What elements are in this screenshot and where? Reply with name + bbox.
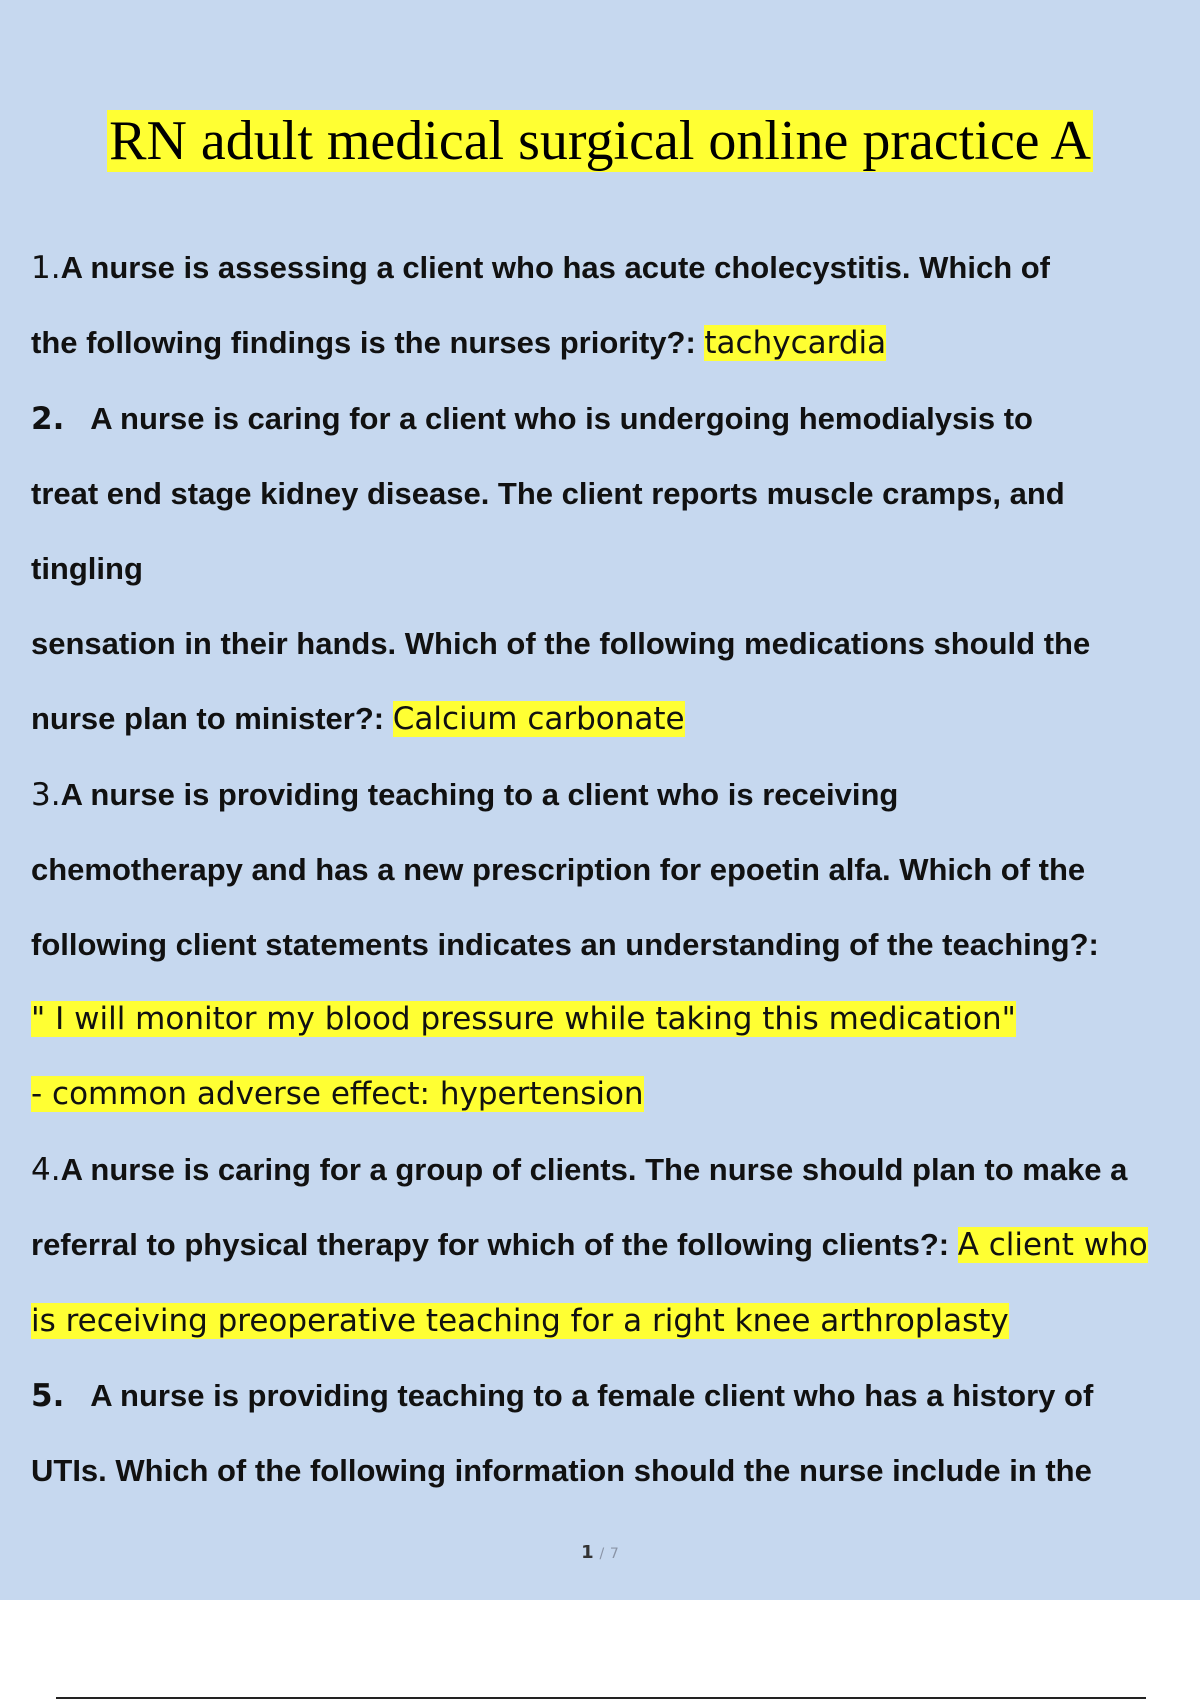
question-4-answer-line [31,1301,1009,1341]
question-4-line-2 [31,1225,1148,1265]
question-1-answer: tachycardia [704,325,887,361]
question-2-text-4: sensation in their hands. Which of the following medications should the [31,626,1091,661]
question-1-line-2 [31,323,886,363]
question-3-answer-2: - common adverse effect: hypertension [31,1076,644,1112]
question-2-line-2 [31,474,1065,514]
question-2-number: 2. [31,401,65,437]
question-5-text-1: A nurse is providing teaching to a female client who has a history of [90,1378,1094,1413]
question-2-answer: Calcium carbonate [392,701,685,737]
page-current: 1 [581,1542,594,1563]
question-3-text-1: A nurse is providing teaching to a client who is receiving [60,777,899,812]
question-2-text-5: nurse plan to minister?: [31,701,393,736]
question-5-line-1 [31,1376,1093,1416]
question-2-line-3 [31,549,143,589]
question-4-answer-2: is receiving preoperative teaching for a right knee arthroplasty [31,1303,1009,1339]
question-1-text-2: the following findings is the nurses priority?: [31,325,705,360]
question-4-number: 4. [31,1152,61,1188]
question-2-line-1 [31,399,1033,439]
question-2-line-4 [31,624,1090,664]
question-4-text-1: A nurse is caring for a group of clients. The nurse should plan to make a [60,1152,1128,1187]
footer-divider [56,1697,1146,1699]
question-3-answer-1: " I will monitor my blood pressure while taking this medication" [31,1001,1016,1037]
title-text: RN adult medical surgical online practice A [109,110,1091,172]
question-3-line-3 [31,925,1099,965]
question-5-line-2 [31,1451,1092,1491]
question-2-text-1: A nurse is caring for a client who is undergoing hemodialysis to [90,401,1033,436]
question-4-text-2: referral to physical therapy for which of the following clients?: [31,1227,958,1262]
question-1-text-1: A nurse is assessing a client who has acute cholecystitis. Which of [60,250,1051,285]
question-1-line-1 [31,248,1050,288]
question-3-answer-line-2 [31,1074,644,1114]
question-3-answer-line-1 [31,999,1016,1039]
question-2-text-2: treat end stage kidney disease. The client reports muscle cramps, and [31,476,1065,511]
question-2-line-5 [31,699,685,739]
question-3-text-2: chemotherapy and has a new prescription for epoetin alfa. Which of the [31,852,1086,887]
document-title [0,108,1200,174]
question-3-text-3: following client statements indicates an understanding of the teaching?: [31,927,1099,962]
question-3-number: 3. [31,777,61,813]
question-5-text-2: UTIs. Which of the following information should the nurse include in the [31,1453,1092,1488]
question-3-line-1 [31,775,898,815]
question-4-answer-1: A client who [957,1227,1148,1263]
page-indicator [0,1542,1200,1563]
question-4-line-1 [31,1150,1127,1190]
question-3-line-2 [31,850,1085,890]
question-1-number: 1. [31,250,61,286]
question-2-text-3: tingling [31,551,143,586]
question-5-number: 5. [31,1378,65,1414]
page-total: 7 [609,1546,619,1562]
page-separator: / [599,1546,605,1562]
